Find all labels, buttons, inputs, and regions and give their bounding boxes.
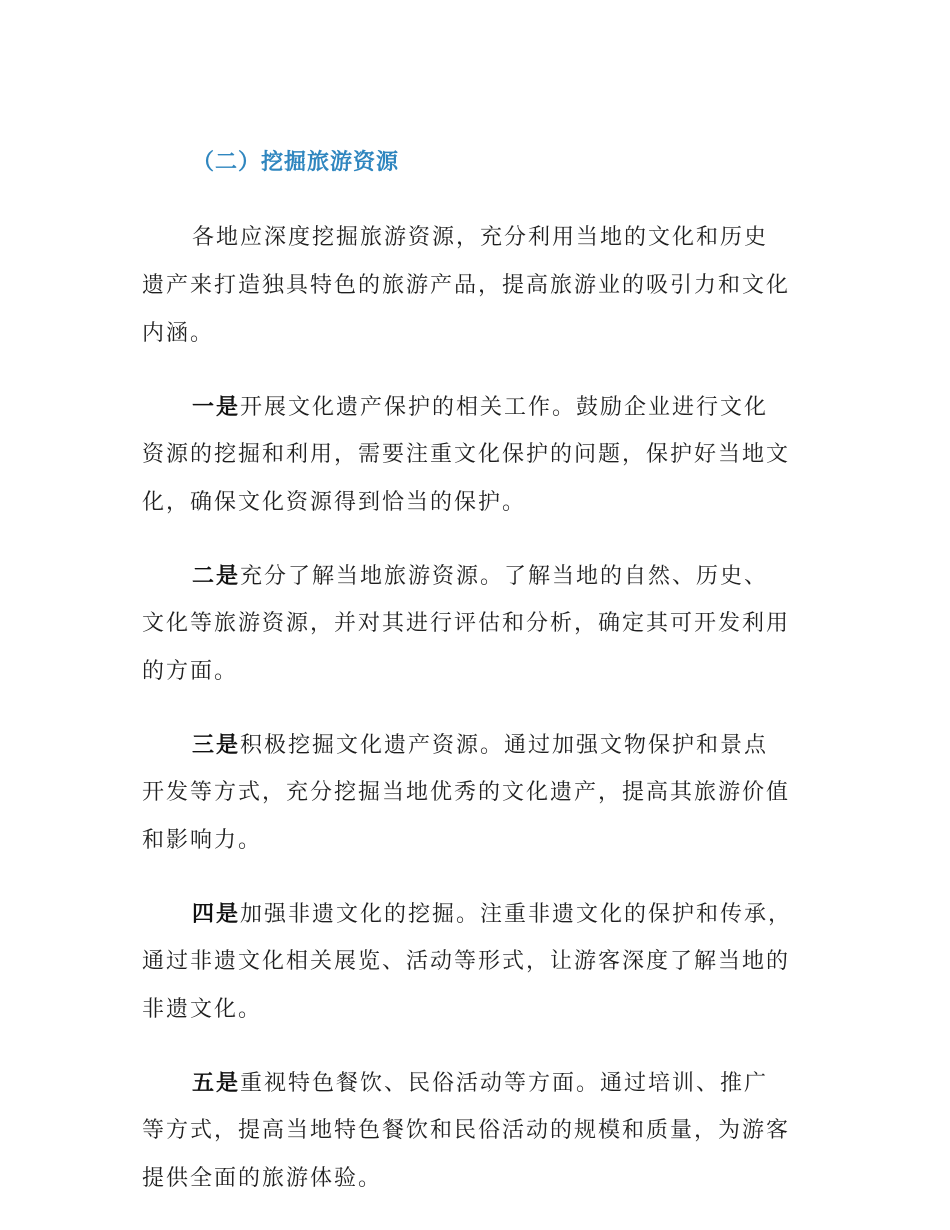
point-lead: 三是: [192, 732, 241, 758]
point-lead: 五是: [192, 1070, 241, 1096]
paragraph-line: 通过非遗文化相关展览、活动等形式，让游客深度了解当地的: [142, 949, 791, 974]
paragraph-line: [142, 552, 812, 600]
paragraph-line: [142, 1059, 812, 1107]
point-text: 重视特色餐饮、民俗活动等方面。通过培训、推广: [240, 1071, 769, 1096]
document-body: [142, 138, 812, 1228]
paragraph-line: 非遗文化。: [142, 997, 263, 1022]
intro-paragraph: [142, 214, 812, 358]
paragraph-line: [142, 383, 812, 431]
paragraph-line: [142, 890, 812, 938]
paragraph-line: 开发等方式，充分挖掘当地优秀的文化遗产，提高其旅游价值: [142, 780, 791, 805]
paragraph-line: 遗产来打造独具特色的旅游产品，提高旅游业的吸引力和文化: [142, 273, 791, 298]
paragraph-line: 的方面。: [142, 659, 239, 684]
point-lead: 二是: [192, 563, 241, 589]
point-text: 开展文化遗产保护的相关工作。鼓励企业进行文化: [240, 395, 769, 420]
point-text: 积极挖掘文化遗产资源。通过加强文物保护和景点: [240, 733, 769, 758]
paragraph-line: 和影响力。: [142, 828, 263, 853]
point-paragraph-2: [142, 552, 812, 696]
paragraph-line: 内涵。: [142, 321, 215, 346]
paragraph-line: 资源的挖掘和利用，需要注重文化保护的问题，保护好当地文: [142, 442, 791, 467]
paragraph-line: 等方式，提高当地特色餐饮和民俗活动的规模和质量，为游客: [142, 1118, 791, 1143]
paragraph-line: 化，确保文化资源得到恰当的保护。: [142, 490, 527, 515]
point-paragraph-3: [142, 721, 812, 865]
point-paragraph-4: [142, 890, 812, 1034]
paragraph-line: 各地应深度挖掘旅游资源，充分利用当地的文化和历史: [192, 225, 769, 250]
section-heading: （二）挖掘旅游资源: [192, 149, 400, 175]
point-paragraph-1: [142, 383, 812, 527]
paragraph-line: [142, 721, 812, 769]
point-text: 充分了解当地旅游资源。了解当地的自然、历史、: [240, 564, 769, 589]
point-lead: 一是: [192, 394, 241, 420]
point-text: 加强非遗文化的挖掘。注重非遗文化的保护和传承，: [240, 902, 793, 927]
point-paragraph-5: [142, 1059, 812, 1203]
point-lead: 四是: [192, 901, 241, 927]
paragraph-line: 提供全面的旅游体验。: [142, 1166, 383, 1191]
paragraph-line: 文化等旅游资源，并对其进行评估和分析，确定其可开发利用: [142, 611, 791, 636]
